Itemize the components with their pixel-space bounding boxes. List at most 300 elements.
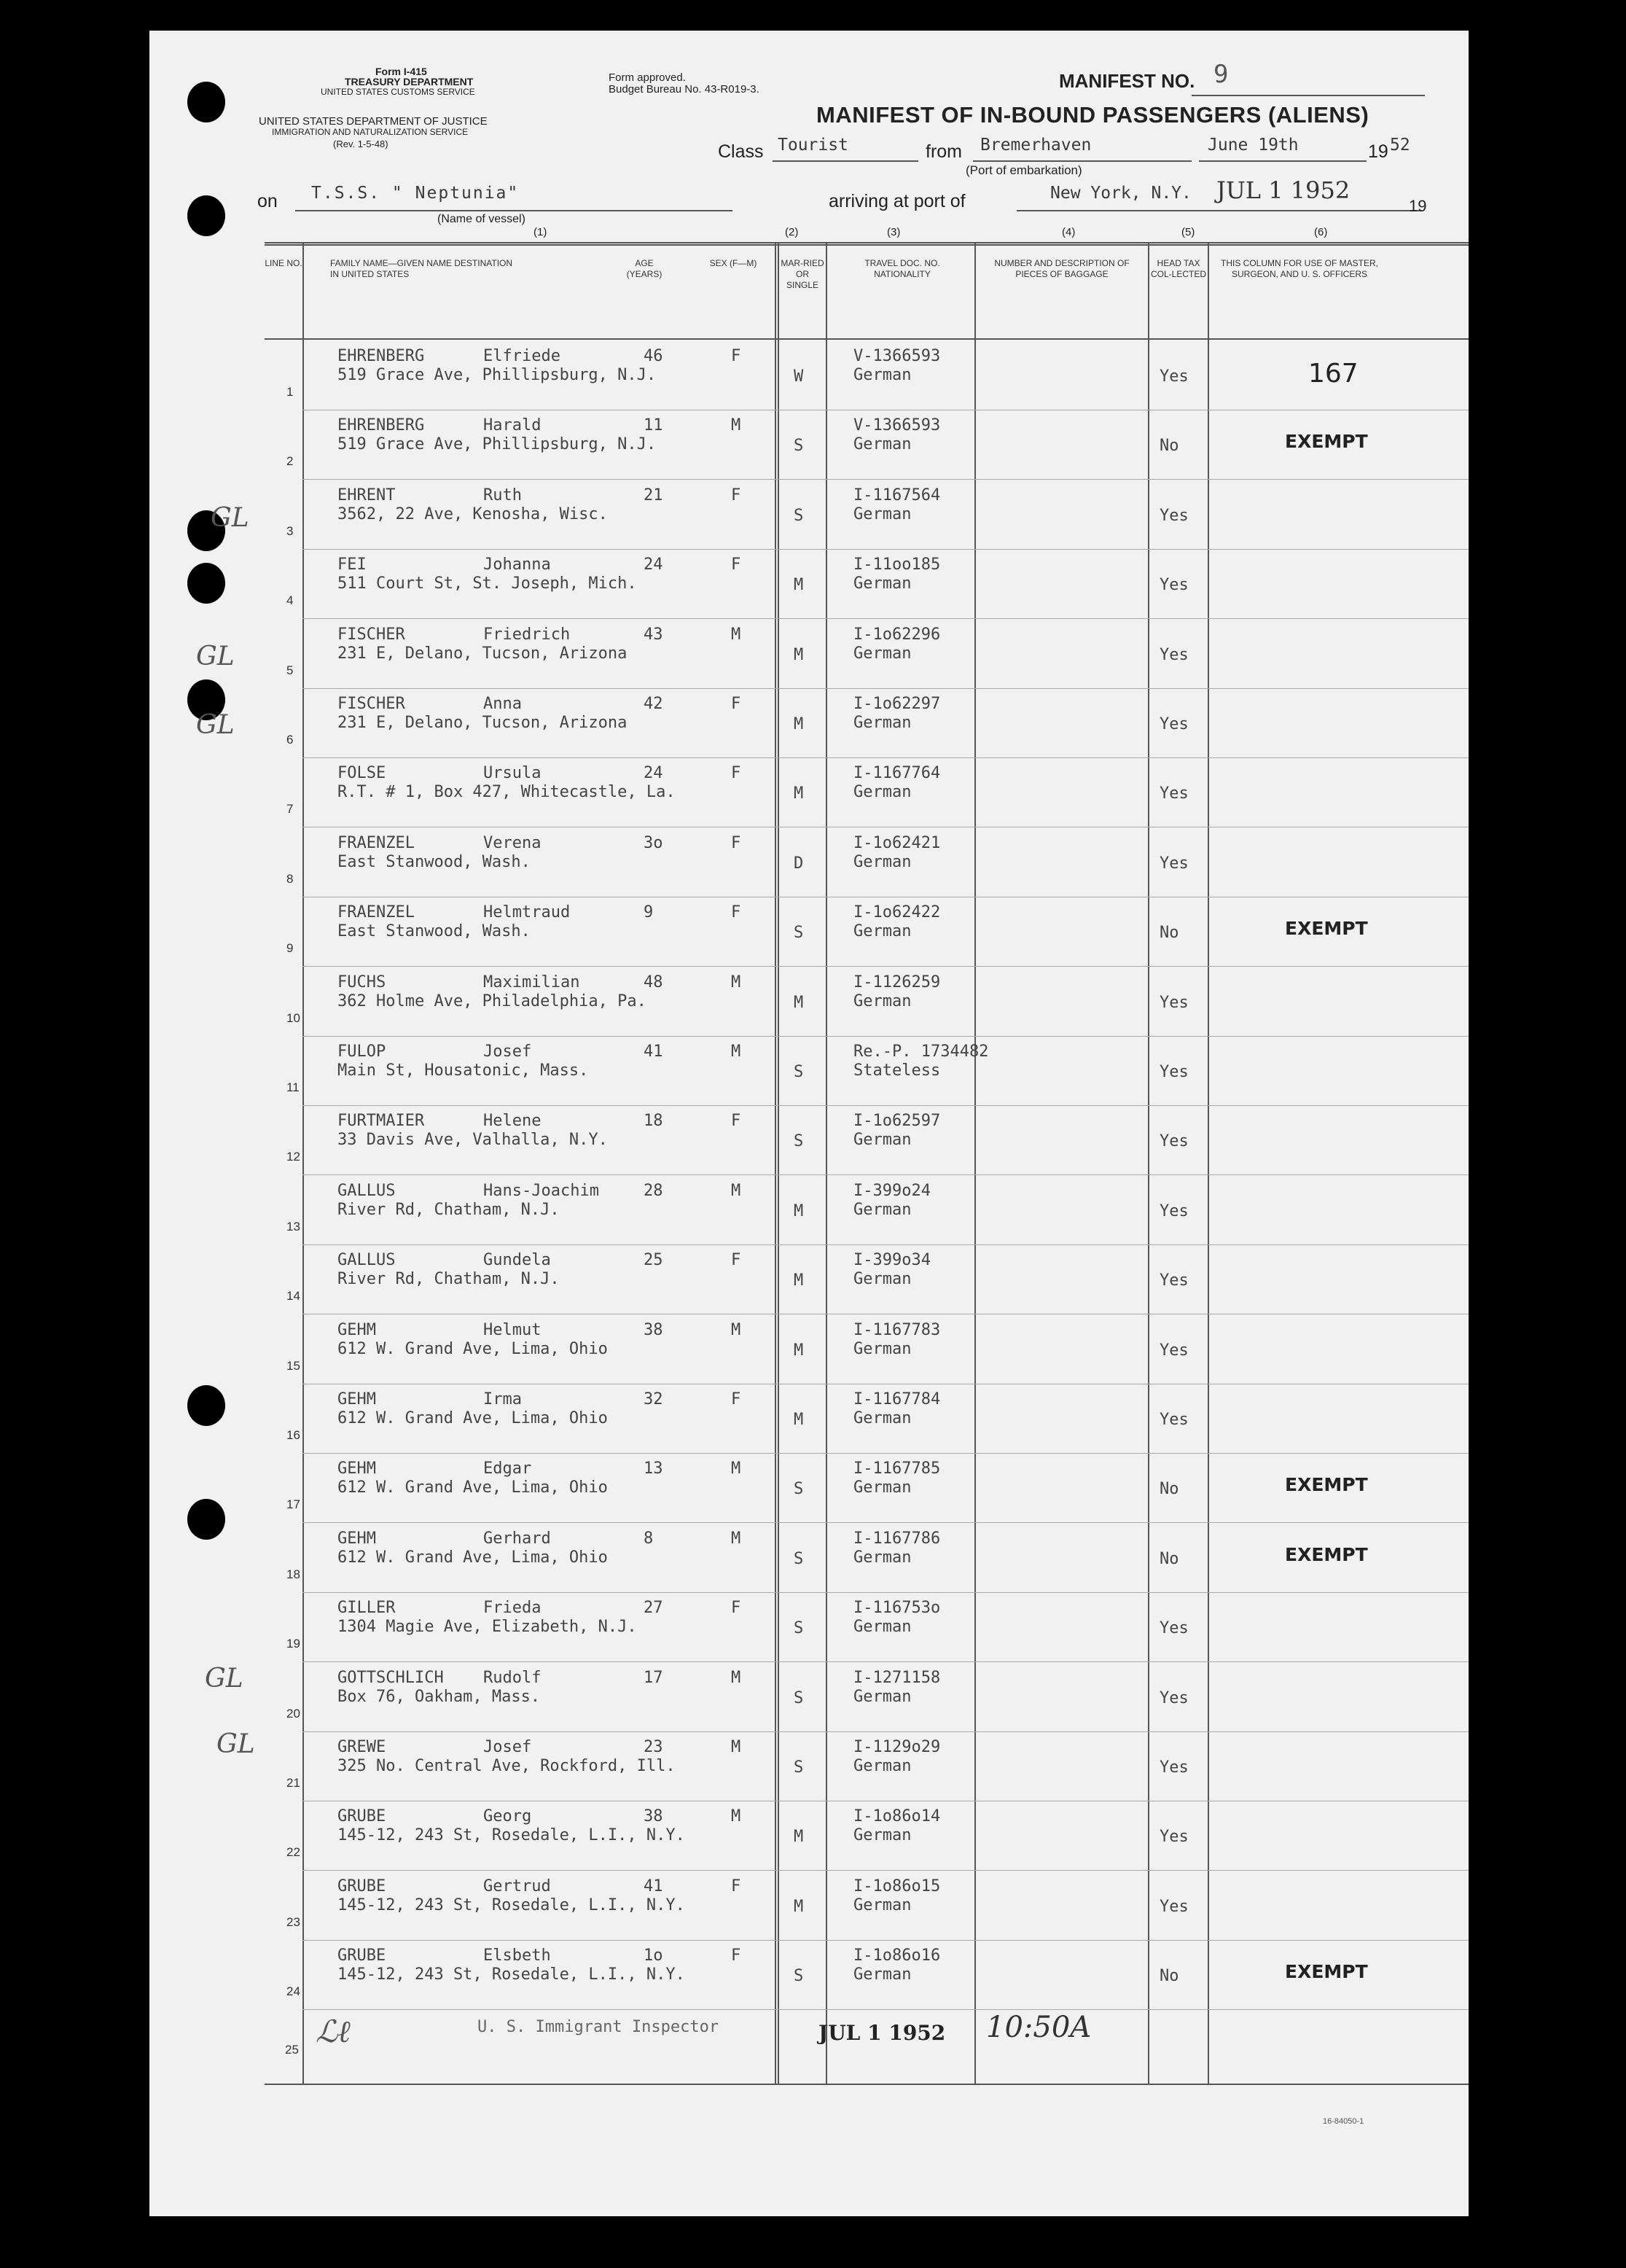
line-number: 24 <box>286 1984 300 1999</box>
given-name: Josef <box>483 1738 532 1756</box>
col-num-5: (5) <box>1181 226 1195 238</box>
treasury-dept: TREASURY DEPARTMENT <box>345 76 474 87</box>
age: 42 <box>644 695 663 713</box>
marital-status: D <box>794 854 804 873</box>
given-name: Maximilian <box>483 973 580 991</box>
destination-address: 1304 Magie Ave, Elizabeth, N.J. <box>337 1618 637 1637</box>
line-number: 23 <box>286 1914 300 1929</box>
line-number: 19 <box>286 1637 300 1651</box>
manifest-no-label: MANIFEST NO. <box>1059 70 1195 92</box>
travel-doc-no: I-1167784 <box>853 1390 941 1408</box>
age: 38 <box>644 1320 663 1339</box>
nationality: German <box>853 1687 912 1706</box>
exempt-mark: EXEMPT <box>1285 1474 1368 1496</box>
header-officers: THIS COLUMN FOR USE OF MASTER, SURGEON, AND U. S. OFFICERS <box>1220 258 1378 279</box>
marital-status: S <box>794 1758 804 1777</box>
header-name: FAMILY NAME—GIVEN NAME DESTINATION IN UNITED STATES <box>330 258 513 279</box>
travel-doc-no: I-1o62296 <box>853 625 941 644</box>
sex: F <box>731 1251 741 1270</box>
col-num-1: (1) <box>533 226 547 238</box>
line-number: 18 <box>286 1567 300 1581</box>
marital-status: M <box>794 784 804 803</box>
marital-status: S <box>794 1549 804 1568</box>
passenger-row <box>265 1037 1469 1106</box>
line-number: 7 <box>286 802 294 817</box>
from-value: Bremerhaven <box>980 136 1092 155</box>
date-value: June 19th <box>1208 136 1299 155</box>
nationality: German <box>853 435 912 454</box>
travel-doc-no: I-1167786 <box>853 1529 941 1548</box>
line-number: 1 <box>286 385 294 399</box>
punch-hole <box>187 82 225 122</box>
passenger-row <box>265 1245 1469 1314</box>
age: 27 <box>644 1599 663 1618</box>
age: 13 <box>644 1460 663 1478</box>
head-tax: Yes <box>1160 645 1189 664</box>
marital-status: S <box>794 1619 804 1638</box>
nationality: German <box>853 1965 912 1984</box>
officer-note-number: 167 <box>1308 359 1359 389</box>
nationality: German <box>853 1339 912 1358</box>
head-tax: Yes <box>1160 1411 1189 1429</box>
nationality: German <box>853 991 912 1010</box>
head-tax: Yes <box>1160 1132 1189 1151</box>
sex: F <box>731 556 741 574</box>
marital-status: M <box>794 993 804 1012</box>
marital-status: M <box>794 576 804 595</box>
age: 25 <box>644 1251 663 1270</box>
family-name: FOLSE <box>337 764 386 783</box>
sex: F <box>731 486 741 504</box>
footer-form-code: 16-84050-1 <box>1323 2117 1364 2126</box>
line-number: 14 <box>286 1289 300 1303</box>
given-name: Gerhard <box>483 1529 551 1548</box>
given-name: Edgar <box>483 1460 532 1478</box>
given-name: Elfriede <box>483 347 560 365</box>
class-value: Tourist <box>778 136 848 155</box>
head-tax: Yes <box>1160 1201 1189 1220</box>
sex: M <box>731 1807 741 1826</box>
header-sex: SEX (F—M) <box>709 258 757 268</box>
head-tax: No <box>1160 1480 1179 1499</box>
given-name: Harald <box>483 416 542 435</box>
class-label: Class <box>718 141 764 162</box>
col-num-2: (2) <box>785 226 799 238</box>
destination-address: River Rd, Chatham, N.J. <box>337 1200 560 1219</box>
travel-doc-no: V-1366593 <box>853 347 941 365</box>
header-married: MAR-RIED OR SINGLE <box>781 258 824 290</box>
destination-address: 3562, 22 Ave, Kenosha, Wisc. <box>337 504 608 523</box>
age: 41 <box>644 1877 663 1895</box>
nationality: German <box>853 922 912 941</box>
sex: F <box>731 695 741 713</box>
sex: M <box>731 1460 741 1478</box>
destination-address: 145-12, 243 St, Rosedale, L.I., N.Y. <box>337 1895 685 1914</box>
given-name: Irma <box>483 1390 522 1408</box>
given-name: Rudolf <box>483 1668 542 1687</box>
head-tax: Yes <box>1160 784 1189 803</box>
travel-doc-no: I-399o24 <box>853 1181 931 1200</box>
nationality: Stateless <box>853 1061 941 1080</box>
destination-address: Main St, Housatonic, Mass. <box>337 1061 589 1080</box>
punch-hole <box>187 563 225 604</box>
inspection-stamp: JUL 1 1952 <box>818 2021 946 2045</box>
passenger-row <box>265 967 1469 1037</box>
family-name: GOTTSCHLICH <box>337 1668 444 1687</box>
head-tax: No <box>1160 437 1179 456</box>
destination-address: 33 Davis Ave, Valhalla, N.Y. <box>337 1131 608 1150</box>
nationality: German <box>853 1478 912 1497</box>
arrival-date-stamp: JUL 1 1952 <box>1216 176 1351 204</box>
head-tax: Yes <box>1160 854 1189 873</box>
line-25-number: 25 <box>285 2043 299 2057</box>
vessel-caption: (Name of vessel) <box>437 213 525 225</box>
nationality: German <box>853 1409 912 1427</box>
given-name: Hans-Joachim <box>483 1181 599 1200</box>
head-tax: Yes <box>1160 1063 1189 1081</box>
destination-address: 362 Holme Ave, Philadelphia, Pa. <box>337 991 646 1010</box>
destination-address: R.T. # 1, Box 427, Whitecastle, La. <box>337 783 676 802</box>
exempt-mark: EXEMPT <box>1285 1543 1368 1565</box>
given-name: Helmtraud <box>483 903 571 922</box>
nationality: German <box>853 783 912 802</box>
head-tax: Yes <box>1160 367 1189 386</box>
sex: M <box>731 1529 741 1548</box>
passenger-row <box>265 1524 1469 1593</box>
passenger-row <box>265 1106 1469 1175</box>
family-name: GRUBE <box>337 1946 386 1965</box>
passenger-row <box>265 1593 1469 1662</box>
marital-status: S <box>794 437 804 456</box>
destination-address: 325 No. Central Ave, Rockford, Ill. <box>337 1757 676 1775</box>
nationality: German <box>853 1895 912 1914</box>
age: 21 <box>644 486 663 504</box>
manifest-title: MANIFEST OF IN-BOUND PASSENGERS (ALIENS) <box>816 102 1369 128</box>
age: 17 <box>644 1668 663 1687</box>
customs-service: UNITED STATES CUSTOMS SERVICE <box>321 87 475 97</box>
head-tax: Yes <box>1160 1688 1189 1707</box>
travel-doc-no: I-1o62422 <box>853 903 941 922</box>
year-prefix: 19 <box>1368 141 1388 162</box>
head-tax: Yes <box>1160 1758 1189 1777</box>
line-number: 11 <box>286 1080 300 1094</box>
marital-status: M <box>794 1341 804 1360</box>
family-name: FRAENZEL <box>337 833 415 852</box>
destination-address: 612 W. Grand Ave, Lima, Ohio <box>337 1339 608 1358</box>
head-tax: Yes <box>1160 506 1189 525</box>
given-name: Verena <box>483 833 542 852</box>
on-label: on <box>257 191 278 211</box>
travel-doc-no: I-1167783 <box>853 1320 941 1339</box>
line-number: 9 <box>286 941 294 956</box>
nationality: German <box>853 1131 912 1150</box>
sex: M <box>731 625 741 644</box>
from-underline <box>973 160 1192 162</box>
manifest-no-underline <box>1192 95 1425 96</box>
punch-hole <box>187 195 225 236</box>
line-number: 4 <box>286 593 294 608</box>
sex: F <box>731 903 741 922</box>
destination-address: River Rd, Chatham, N.J. <box>337 1270 560 1289</box>
travel-doc-no: I-1126259 <box>853 973 941 991</box>
age: 41 <box>644 1043 663 1061</box>
age: 23 <box>644 1738 663 1756</box>
head-tax: Yes <box>1160 1828 1189 1847</box>
destination-address: Box 76, Oakham, Mass. <box>337 1687 541 1706</box>
family-name: GREWE <box>337 1738 386 1756</box>
marital-status: S <box>794 1063 804 1081</box>
col-num-3: (3) <box>887 226 901 238</box>
family-name: FISCHER <box>337 695 405 713</box>
nationality: German <box>853 644 912 663</box>
passenger-row <box>265 550 1469 619</box>
line-number: 22 <box>286 1845 300 1860</box>
year-value: 52 <box>1390 136 1410 155</box>
passenger-row <box>265 410 1469 480</box>
destination-address: 511 Court St, St. Joseph, Mich. <box>337 574 637 593</box>
passenger-row <box>265 1732 1469 1801</box>
line-number: 10 <box>286 1010 300 1025</box>
family-name: FEI <box>337 556 367 574</box>
travel-doc-no: I-11oo185 <box>853 556 941 574</box>
sex: M <box>731 1043 741 1061</box>
nationality: German <box>853 574 912 593</box>
inspector-caption: U. S. Immigrant Inspector <box>477 2018 719 2036</box>
travel-doc-no: V-1366593 <box>853 416 941 435</box>
head-tax: Yes <box>1160 1341 1189 1360</box>
passenger-row <box>265 689 1469 758</box>
travel-doc-no: I-1o62421 <box>853 833 941 852</box>
family-name: GEHM <box>337 1460 376 1478</box>
date-underline <box>1199 160 1367 162</box>
head-tax: Yes <box>1160 715 1189 733</box>
head-tax: No <box>1160 1967 1179 1986</box>
destination-address: 612 W. Grand Ave, Lima, Ohio <box>337 1548 608 1567</box>
line-number: 13 <box>286 1219 300 1234</box>
passenger-row <box>265 1801 1469 1871</box>
line-number: 15 <box>286 1358 300 1373</box>
given-name: Friedrich <box>483 625 571 644</box>
nationality: German <box>853 504 912 523</box>
age: 38 <box>644 1807 663 1826</box>
age: 24 <box>644 556 663 574</box>
age: 43 <box>644 625 663 644</box>
given-name: Ruth <box>483 486 522 504</box>
travel-doc-no: I-1o86o15 <box>853 1877 941 1895</box>
destination-address: 145-12, 243 St, Rosedale, L.I., N.Y. <box>337 1826 685 1845</box>
given-name: Gundela <box>483 1251 551 1270</box>
age: 1o <box>644 1946 663 1965</box>
travel-doc-no: I-1129o29 <box>853 1738 941 1756</box>
sex: M <box>731 1181 741 1200</box>
travel-doc-no: I-1271158 <box>853 1668 941 1687</box>
manifest-no-value: 9 <box>1213 60 1229 89</box>
given-name: Helene <box>483 1112 542 1131</box>
travel-doc-no: I-1o86o14 <box>853 1807 941 1826</box>
given-name: Anna <box>483 695 522 713</box>
exempt-mark: EXEMPT <box>1285 1961 1368 1983</box>
passenger-row <box>265 1384 1469 1454</box>
margin-mark: GL <box>216 1729 255 1759</box>
head-tax: Yes <box>1160 1619 1189 1638</box>
family-name: FISCHER <box>337 625 405 644</box>
header-travel-doc: TRAVEL DOC. NO. NATIONALITY <box>864 258 940 279</box>
manifest-sheet <box>149 31 1469 2216</box>
passenger-row <box>265 1315 1469 1384</box>
marital-status: S <box>794 1967 804 1986</box>
age: 46 <box>644 347 663 365</box>
port-value: New York, N.Y. <box>1050 184 1192 203</box>
exempt-mark: EXEMPT <box>1285 918 1368 940</box>
port-embark-caption: (Port of embarkation) <box>966 163 1082 177</box>
vessel-underline <box>295 210 732 211</box>
given-name: Gertrud <box>483 1877 551 1895</box>
justice-dept: UNITED STATES DEPARTMENT OF JUSTICE <box>259 115 488 128</box>
family-name: GEHM <box>337 1390 376 1408</box>
family-name: FULOP <box>337 1043 386 1061</box>
inspection-time: 10:50A <box>986 2011 1092 2044</box>
nationality: German <box>853 852 912 871</box>
sex: F <box>731 1390 741 1408</box>
header-baggage: NUMBER AND DESCRIPTION OF PIECES OF BAGGAGE <box>994 258 1130 279</box>
sex: M <box>731 416 741 435</box>
family-name: FURTMAIER <box>337 1112 425 1131</box>
nationality: German <box>853 1200 912 1219</box>
age: 11 <box>644 416 663 435</box>
destination-address: 519 Grace Ave, Phillipsburg, N.J. <box>337 366 657 384</box>
sex: F <box>731 1112 741 1131</box>
head-tax: No <box>1160 924 1179 943</box>
class-underline <box>773 160 918 162</box>
travel-doc-no: I-399o34 <box>853 1251 931 1270</box>
line-number: 8 <box>286 871 294 886</box>
header-head-tax: HEAD TAX COL-LECTED <box>1150 258 1206 279</box>
port-underline <box>1017 210 1421 211</box>
nationality: German <box>853 366 912 384</box>
family-name: GRUBE <box>337 1807 386 1826</box>
line-number: 21 <box>286 1776 300 1790</box>
travel-doc-no: Re.-P. 1734482 <box>853 1043 989 1061</box>
family-name: FUCHS <box>337 973 386 991</box>
marital-status: M <box>794 645 804 664</box>
given-name: Josef <box>483 1043 532 1061</box>
form-approved: Form approved. <box>609 71 686 84</box>
marital-status: M <box>794 1271 804 1290</box>
marital-status: S <box>794 1688 804 1707</box>
head-tax: Yes <box>1160 993 1189 1012</box>
line-number: 5 <box>286 663 294 677</box>
passenger-row <box>265 758 1469 827</box>
punch-hole <box>187 1385 225 1426</box>
passenger-row <box>265 1941 1469 2010</box>
travel-doc-no: I-1o86o16 <box>853 1946 941 1965</box>
sex: F <box>731 1877 741 1895</box>
line-number: 16 <box>286 1428 300 1442</box>
travel-doc-no: I-1167785 <box>853 1460 941 1478</box>
header-age: AGE (YEARS) <box>626 258 662 279</box>
line-number: 6 <box>286 733 294 747</box>
revision: (Rev. 1-5-48) <box>333 139 388 149</box>
margin-mark: GL <box>196 642 235 671</box>
col-num-6: (6) <box>1314 226 1328 238</box>
destination-address: 231 E, Delano, Tucson, Arizona <box>337 644 628 663</box>
margin-mark: GL <box>205 1664 243 1694</box>
family-name: GILLER <box>337 1599 396 1618</box>
sex: F <box>731 1946 741 1965</box>
row-rule <box>302 2009 1469 2010</box>
passenger-row <box>265 620 1469 689</box>
given-name: Helmut <box>483 1320 542 1339</box>
given-name: Georg <box>483 1807 532 1826</box>
passenger-row <box>265 828 1469 897</box>
margin-mark: GL <box>211 503 249 533</box>
destination-address: 612 W. Grand Ave, Lima, Ohio <box>337 1478 608 1497</box>
family-name: GEHM <box>337 1529 376 1548</box>
marital-status: W <box>794 367 804 386</box>
table-bottom-rule <box>265 2084 1469 2085</box>
age: 32 <box>644 1390 663 1408</box>
travel-doc-no: I-1o62297 <box>853 695 941 713</box>
sex: F <box>731 833 741 852</box>
sex: M <box>731 973 741 991</box>
family-name: GALLUS <box>337 1251 396 1270</box>
age: 18 <box>644 1112 663 1131</box>
margin-mark: GL <box>196 710 235 740</box>
family-name: GALLUS <box>337 1181 396 1200</box>
nationality: German <box>853 714 912 732</box>
marital-status: S <box>794 1480 804 1499</box>
sex: F <box>731 1599 741 1618</box>
family-name: EHRENT <box>337 486 396 504</box>
passenger-row <box>265 1176 1469 1245</box>
line-number: 17 <box>286 1497 300 1512</box>
family-name: EHRENBERG <box>337 347 425 365</box>
nationality: German <box>853 1757 912 1775</box>
family-name: GRUBE <box>337 1877 386 1895</box>
given-name: Ursula <box>483 764 542 783</box>
header-bottom-rule <box>265 338 1469 340</box>
passenger-row <box>265 1454 1469 1523</box>
passenger-row <box>265 897 1469 967</box>
nationality: German <box>853 1548 912 1567</box>
sex: F <box>731 764 741 783</box>
head-tax: Yes <box>1160 576 1189 595</box>
sex: F <box>731 347 741 365</box>
nationality: German <box>853 1270 912 1289</box>
from-label: from <box>926 141 962 162</box>
nationality: German <box>853 1826 912 1845</box>
family-name: GEHM <box>337 1320 376 1339</box>
age: 24 <box>644 764 663 783</box>
line-number: 2 <box>286 454 294 469</box>
age: 28 <box>644 1181 663 1200</box>
marital-status: M <box>794 1201 804 1220</box>
given-name: Frieda <box>483 1599 542 1618</box>
family-name: EHRENBERG <box>337 416 425 435</box>
budget-bureau: Budget Bureau No. 43-R019-3. <box>609 83 759 96</box>
line-number: 20 <box>286 1706 300 1721</box>
destination-address: 231 E, Delano, Tucson, Arizona <box>337 714 628 732</box>
col-num-4: (4) <box>1062 226 1076 238</box>
arriving-label: arriving at port of <box>829 191 966 211</box>
given-name: Johanna <box>483 556 551 574</box>
destination-address: 519 Grace Ave, Phillipsburg, N.J. <box>337 435 657 454</box>
table-top-rule <box>265 242 1469 243</box>
marital-status: M <box>794 1828 804 1847</box>
form-number: Form I-415 <box>375 66 427 77</box>
nationality: German <box>853 1618 912 1637</box>
marital-status: S <box>794 506 804 525</box>
